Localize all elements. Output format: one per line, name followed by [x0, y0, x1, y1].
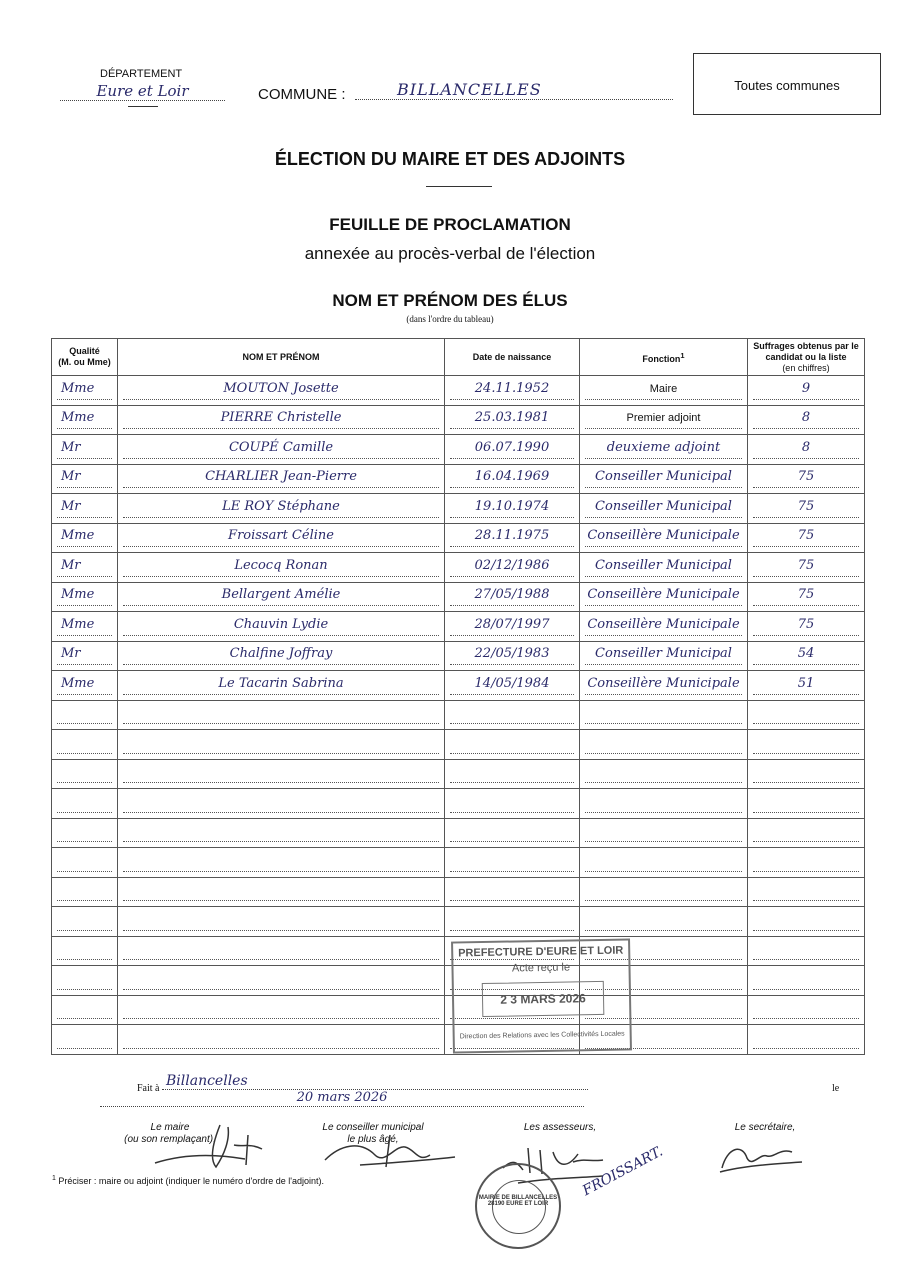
- le-label: le: [832, 1083, 840, 1094]
- row-date: 28.11.1975: [450, 526, 574, 547]
- empty-dotted-line: [123, 880, 439, 901]
- empty-dotted-line: [57, 969, 112, 990]
- table-row: [52, 464, 865, 494]
- row-fonction-cell: [580, 612, 748, 642]
- empty-cell: [580, 759, 748, 789]
- empty-cell: [52, 700, 118, 730]
- row-date-cell: [445, 641, 580, 671]
- empty-cell: [748, 877, 865, 907]
- row-date-cell: [445, 435, 580, 465]
- empty-cell: [580, 877, 748, 907]
- row-fonction: Conseillère Municipale: [585, 585, 742, 606]
- row-nom: Le Tacarin Sabrina: [123, 674, 439, 695]
- mairie-seal: [475, 1163, 561, 1249]
- row-nom: Bellargent Amélie: [123, 585, 439, 606]
- row-suffrages-cell: [748, 405, 865, 435]
- empty-dotted-line: [57, 792, 112, 813]
- empty-dotted-line: [753, 851, 859, 872]
- empty-dotted-line: [585, 792, 742, 813]
- row-qualite-cell: [52, 553, 118, 583]
- row-qualite: Mme: [57, 615, 112, 636]
- empty-cell: [118, 700, 445, 730]
- empty-cell: [118, 818, 445, 848]
- table-row: [52, 405, 865, 435]
- empty-dotted-line: [450, 851, 574, 872]
- empty-dotted-line: [450, 792, 574, 813]
- row-suffrages-cell: [748, 671, 865, 701]
- row-nom-cell: [118, 435, 445, 465]
- row-suffrages: 54: [753, 644, 859, 665]
- empty-cell: [748, 818, 865, 848]
- empty-cell: [52, 848, 118, 878]
- row-nom-cell: [118, 523, 445, 553]
- row-nom-cell: [118, 671, 445, 701]
- stamp-acte-recu: Acte reçu le: [511, 961, 571, 975]
- row-date-cell: [445, 376, 580, 406]
- row-fonction-cell: [580, 494, 748, 524]
- empty-dotted-line: [753, 792, 859, 813]
- row-date: 24.11.1952: [450, 379, 574, 400]
- title-divider: [426, 186, 492, 187]
- table-row: [52, 376, 865, 406]
- maire-signature: [150, 1115, 280, 1175]
- row-date: 25.03.1981: [450, 408, 574, 429]
- row-date: 06.07.1990: [450, 438, 574, 459]
- empty-cell: [118, 936, 445, 966]
- row-qualite: Mme: [57, 408, 112, 429]
- empty-dotted-line: [123, 821, 439, 842]
- empty-dotted-line: [57, 762, 112, 783]
- seal-text: MAIRIE DE BILLANCELLES 28190 EURE ET LOIR: [478, 1195, 558, 1207]
- empty-dotted-line: [450, 910, 574, 931]
- empty-cell: [52, 936, 118, 966]
- empty-dotted-line: [450, 762, 574, 783]
- row-suffrages-cell: [748, 494, 865, 524]
- row-fonction: Conseillère Municipale: [585, 674, 742, 695]
- empty-cell: [748, 1025, 865, 1055]
- empty-cell: [118, 848, 445, 878]
- row-suffrages-cell: [748, 582, 865, 612]
- row-fonction-cell: [580, 671, 748, 701]
- empty-dotted-line: [753, 880, 859, 901]
- empty-dotted-line: [753, 939, 859, 960]
- empty-cell: [118, 789, 445, 819]
- empty-table-row: [52, 818, 865, 848]
- empty-dotted-line: [585, 880, 742, 901]
- row-suffrages: 75: [753, 467, 859, 488]
- row-nom: MOUTON Josette: [123, 379, 439, 400]
- empty-cell: [52, 730, 118, 760]
- stamp-direction: Direction des Relations avec les Collectivités Locales: [459, 1030, 625, 1041]
- empty-table-row: [52, 848, 865, 878]
- empty-dotted-line: [753, 733, 859, 754]
- empty-dotted-line: [450, 703, 574, 724]
- row-date-cell: [445, 553, 580, 583]
- empty-cell: [52, 818, 118, 848]
- table-row: [52, 435, 865, 465]
- prefecture-stamp: [451, 938, 632, 1053]
- row-date: 02/12/1986: [450, 556, 574, 577]
- row-nom: Chauvin Lydie: [123, 615, 439, 636]
- stamp-prefecture: PREFECTURE D'EURE ET LOIR: [458, 944, 624, 960]
- seal-emblem: [492, 1180, 546, 1234]
- empty-cell: [445, 907, 580, 937]
- empty-dotted-line: [57, 703, 112, 724]
- empty-dotted-line: [57, 733, 112, 754]
- row-fonction-cell: [580, 405, 748, 435]
- empty-cell: [580, 730, 748, 760]
- empty-dotted-line: [123, 939, 439, 960]
- row-fonction: deuxieme adjoint: [585, 438, 742, 459]
- row-suffrages: 75: [753, 526, 859, 547]
- row-date: 22/05/1983: [450, 644, 574, 665]
- table-row: [52, 523, 865, 553]
- footnote: $^1$ Préciser : maire ou adjoint (indiquer le numéro d'ordre de l'adjoint).: [52, 1175, 324, 1186]
- toutes-communes-box: [693, 53, 881, 115]
- row-nom-cell: [118, 553, 445, 583]
- row-qualite-cell: [52, 464, 118, 494]
- row-qualite: Mr: [57, 467, 112, 488]
- empty-dotted-line: [450, 821, 574, 842]
- empty-dotted-line: [123, 969, 439, 990]
- empty-cell: [52, 907, 118, 937]
- row-nom-cell: [118, 582, 445, 612]
- empty-dotted-line: [753, 821, 859, 842]
- row-date: 16.04.1969: [450, 467, 574, 488]
- row-nom: LE ROY Stéphane: [123, 497, 439, 518]
- empty-dotted-line: [123, 733, 439, 754]
- row-date-cell: [445, 582, 580, 612]
- empty-cell: [52, 995, 118, 1025]
- empty-dotted-line: [57, 821, 112, 842]
- row-nom: COUPÉ Camille: [123, 438, 439, 459]
- row-fonction-cell: [580, 553, 748, 583]
- row-nom: PIERRE Christelle: [123, 408, 439, 429]
- empty-dotted-line: [57, 880, 112, 901]
- empty-cell: [445, 848, 580, 878]
- empty-dotted-line: [753, 762, 859, 783]
- empty-dotted-line: [585, 733, 742, 754]
- empty-dotted-line: [585, 703, 742, 724]
- empty-cell: [445, 730, 580, 760]
- assesseurs-label: Les assesseurs,: [523, 1122, 597, 1133]
- empty-dotted-line: [57, 939, 112, 960]
- row-nom: Chalfine Joffray: [123, 644, 439, 665]
- empty-dotted-line: [753, 703, 859, 724]
- row-suffrages: 75: [753, 556, 859, 577]
- row-date: 27/05/1988: [450, 585, 574, 606]
- empty-dotted-line: [585, 762, 742, 783]
- table-row: [52, 612, 865, 642]
- row-qualite-cell: [52, 612, 118, 642]
- conseiller-label: Le conseiller municipal le plus âgé,: [322, 1122, 424, 1145]
- empty-table-row: [52, 730, 865, 760]
- row-suffrages: 8: [753, 438, 859, 459]
- empty-cell: [748, 936, 865, 966]
- empty-dotted-line: [123, 910, 439, 931]
- row-fonction-cell: [580, 435, 748, 465]
- table-row: [52, 553, 865, 583]
- empty-dotted-line: [753, 998, 859, 1019]
- empty-dotted-line: [123, 762, 439, 783]
- row-nom: CHARLIER Jean-Pierre: [123, 467, 439, 488]
- assesseur-name: FROISSART.: [580, 1143, 666, 1200]
- row-suffrages: 75: [753, 585, 859, 606]
- row-suffrages: 51: [753, 674, 859, 695]
- row-date-cell: [445, 405, 580, 435]
- header-qualite: Qualité (M. ou Mme): [52, 339, 118, 376]
- row-fonction-cell: [580, 641, 748, 671]
- table-row: [52, 582, 865, 612]
- commune-label: COMMUNE :: [258, 86, 346, 103]
- empty-cell: [118, 759, 445, 789]
- row-date: 19.10.1974: [450, 497, 574, 518]
- toutes-communes-label: Toutes communes: [734, 78, 840, 93]
- row-date-cell: [445, 494, 580, 524]
- header-nom: NOM ET PRÉNOM: [118, 339, 445, 376]
- row-suffrages-cell: [748, 523, 865, 553]
- row-suffrages-cell: [748, 376, 865, 406]
- empty-table-row: [52, 700, 865, 730]
- row-qualite-cell: [52, 582, 118, 612]
- row-nom-cell: [118, 494, 445, 524]
- row-nom-cell: [118, 612, 445, 642]
- row-date: 14/05/1984: [450, 674, 574, 695]
- empty-dotted-line: [57, 910, 112, 931]
- empty-cell: [748, 759, 865, 789]
- empty-table-row: [52, 877, 865, 907]
- row-suffrages-cell: [748, 612, 865, 642]
- empty-cell: [118, 730, 445, 760]
- row-qualite: Mr: [57, 438, 112, 459]
- row-nom-cell: [118, 376, 445, 406]
- row-fonction-cell: [580, 523, 748, 553]
- empty-cell: [52, 789, 118, 819]
- empty-cell: [52, 877, 118, 907]
- row-qualite: Mme: [57, 526, 112, 547]
- empty-dotted-line: [123, 1028, 439, 1049]
- row-qualite: Mr: [57, 497, 112, 518]
- row-qualite-cell: [52, 405, 118, 435]
- row-suffrages: 75: [753, 497, 859, 518]
- row-date-cell: [445, 464, 580, 494]
- row-qualite: Mme: [57, 379, 112, 400]
- conseiller-signature: [320, 1125, 460, 1175]
- empty-dotted-line: [123, 703, 439, 724]
- stamp-date: 2 3 MARS 2026: [482, 981, 605, 1017]
- row-qualite-cell: [52, 641, 118, 671]
- departement-label: DÉPARTEMENT: [100, 68, 183, 80]
- fait-a-value: Billancelles: [162, 1073, 588, 1090]
- row-fonction: Maire: [585, 379, 742, 400]
- main-title: ÉLECTION DU MAIRE ET DES ADJOINTS: [274, 149, 626, 169]
- row-fonction: Conseiller Municipal: [585, 556, 742, 577]
- table-row: [52, 641, 865, 671]
- empty-cell: [52, 759, 118, 789]
- empty-dotted-line: [123, 792, 439, 813]
- row-suffrages-cell: [748, 641, 865, 671]
- empty-cell: [118, 1025, 445, 1055]
- empty-cell: [748, 995, 865, 1025]
- row-date-cell: [445, 523, 580, 553]
- row-fonction: Conseillère Municipale: [585, 615, 742, 636]
- row-nom-cell: [118, 405, 445, 435]
- row-qualite: Mr: [57, 556, 112, 577]
- row-fonction: Conseiller Municipal: [585, 644, 742, 665]
- fait-a-label: Fait à: [137, 1083, 160, 1094]
- empty-cell: [445, 789, 580, 819]
- header-suffrages: Suffrages obtenus par le candidat ou la liste (en chiffres): [748, 339, 865, 376]
- table-row: [52, 494, 865, 524]
- empty-cell: [748, 700, 865, 730]
- maire-label: Le maire (ou son remplaçant),: [124, 1122, 216, 1145]
- row-fonction: Conseillère Municipale: [585, 526, 742, 547]
- empty-dotted-line: [123, 851, 439, 872]
- empty-cell: [748, 907, 865, 937]
- empty-dotted-line: [450, 880, 574, 901]
- empty-dotted-line: [57, 851, 112, 872]
- row-suffrages: 8: [753, 408, 859, 429]
- sheet-subtitle: annexée au procès-verbal de l'élection: [304, 244, 596, 263]
- row-suffrages-cell: [748, 435, 865, 465]
- row-fonction-cell: [580, 464, 748, 494]
- empty-cell: [52, 966, 118, 996]
- empty-dotted-line: [450, 733, 574, 754]
- row-qualite: Mme: [57, 585, 112, 606]
- row-date-cell: [445, 671, 580, 701]
- secretaire-signature: [712, 1138, 812, 1178]
- empty-cell: [445, 818, 580, 848]
- row-fonction: Conseiller Municipal: [585, 497, 742, 518]
- departement-value: Eure et Loir: [60, 82, 225, 101]
- empty-cell: [445, 759, 580, 789]
- empty-dotted-line: [57, 1028, 112, 1049]
- row-nom: Froissart Céline: [123, 526, 439, 547]
- row-qualite-cell: [52, 671, 118, 701]
- empty-dotted-line: [585, 821, 742, 842]
- empty-dotted-line: [585, 851, 742, 872]
- row-suffrages-cell: [748, 464, 865, 494]
- row-fonction-cell: [580, 376, 748, 406]
- empty-cell: [580, 700, 748, 730]
- row-nom-cell: [118, 641, 445, 671]
- row-fonction: Premier adjoint: [585, 408, 742, 429]
- departement-divider: [128, 106, 158, 107]
- empty-cell: [118, 995, 445, 1025]
- row-suffrages: 75: [753, 615, 859, 636]
- row-suffrages: 9: [753, 379, 859, 400]
- empty-dotted-line: [57, 998, 112, 1019]
- empty-cell: [52, 1025, 118, 1055]
- empty-dotted-line: [753, 910, 859, 931]
- fait-date-value: 20 mars 2026: [100, 1090, 584, 1107]
- row-fonction-cell: [580, 582, 748, 612]
- row-qualite: Mr: [57, 644, 112, 665]
- empty-cell: [118, 877, 445, 907]
- empty-cell: [445, 877, 580, 907]
- empty-cell: [748, 730, 865, 760]
- row-qualite-cell: [52, 376, 118, 406]
- empty-dotted-line: [753, 969, 859, 990]
- row-qualite-cell: [52, 494, 118, 524]
- row-qualite-cell: [52, 435, 118, 465]
- header-date: Date de naissance: [445, 339, 580, 376]
- empty-dotted-line: [585, 910, 742, 931]
- names-title: NOM ET PRÉNOM DES ÉLUS: [332, 291, 568, 310]
- empty-cell: [580, 848, 748, 878]
- empty-cell: [748, 966, 865, 996]
- row-qualite-cell: [52, 523, 118, 553]
- empty-cell: [748, 789, 865, 819]
- empty-table-row: [52, 907, 865, 937]
- empty-cell: [580, 907, 748, 937]
- empty-cell: [118, 966, 445, 996]
- table-row: [52, 671, 865, 701]
- row-qualite: Mme: [57, 674, 112, 695]
- empty-cell: [580, 818, 748, 848]
- commune-value: BILLANCELLES: [355, 80, 673, 100]
- row-fonction: Conseiller Municipal: [585, 467, 742, 488]
- table-header-row: [52, 339, 865, 376]
- empty-cell: [445, 700, 580, 730]
- header-fonction: Fonction$^1$: [580, 339, 748, 376]
- empty-cell: [580, 789, 748, 819]
- empty-dotted-line: [753, 1028, 859, 1049]
- row-nom-cell: [118, 464, 445, 494]
- row-suffrages-cell: [748, 553, 865, 583]
- names-subtitle: (dans l'ordre du tableau): [406, 314, 494, 324]
- row-date: 28/07/1997: [450, 615, 574, 636]
- sheet-title: FEUILLE DE PROCLAMATION: [329, 215, 571, 234]
- row-date-cell: [445, 612, 580, 642]
- empty-table-row: [52, 789, 865, 819]
- empty-cell: [748, 848, 865, 878]
- secretaire-label: Le secrétaire,: [734, 1122, 796, 1133]
- empty-dotted-line: [123, 998, 439, 1019]
- row-nom: Lecocq Ronan: [123, 556, 439, 577]
- empty-table-row: [52, 759, 865, 789]
- empty-cell: [118, 907, 445, 937]
